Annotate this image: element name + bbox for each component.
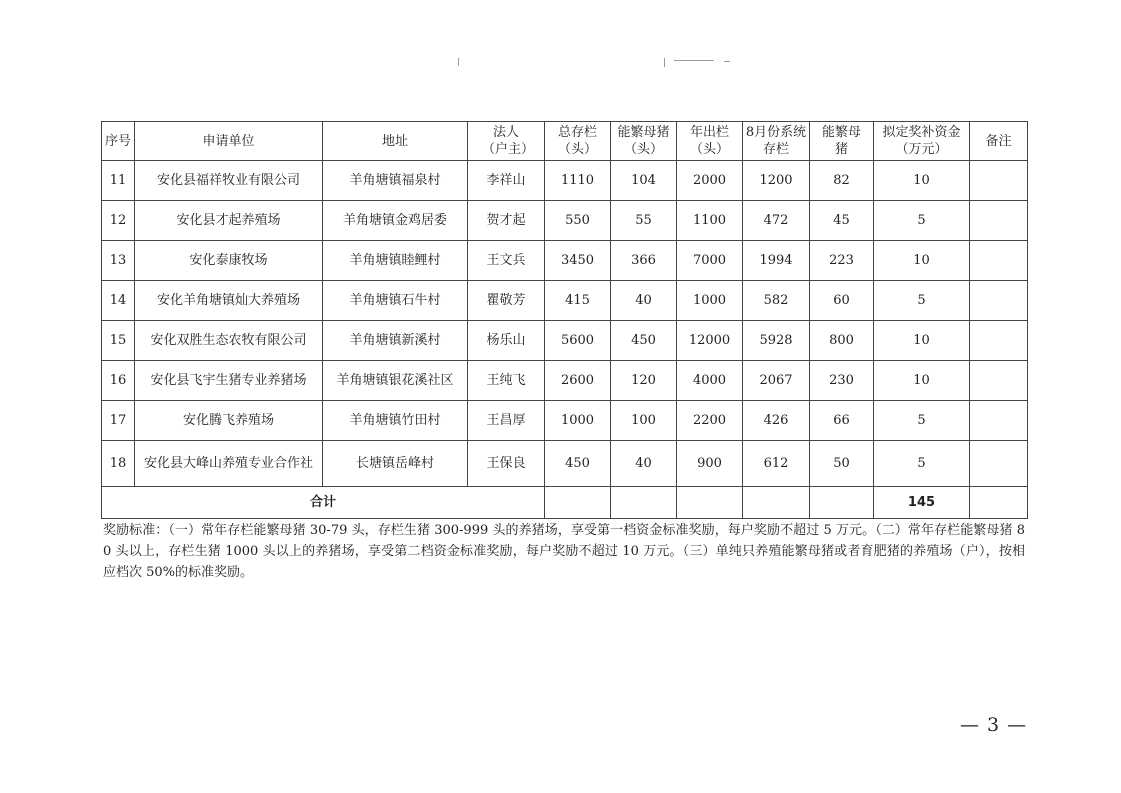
table-row: [102, 401, 1028, 441]
cell-sows: 450: [611, 321, 677, 361]
header-aug-stock: 8月份系统存栏: [743, 122, 810, 161]
scan-marks: [452, 58, 752, 70]
cell-legal: 李祥山: [468, 161, 545, 201]
cell-reward: 5: [874, 281, 970, 321]
cell-sows: 100: [611, 401, 677, 441]
header-sows: 能繁母猪（头）: [611, 122, 677, 161]
cell-aug-stock: 2067: [743, 361, 810, 401]
cell-sows2: 50: [810, 441, 874, 487]
cell-remark: [970, 441, 1028, 487]
table-row: [102, 321, 1028, 361]
header-reward: 拟定奖补资金（万元）: [874, 122, 970, 161]
cell-aug-stock: 1994: [743, 241, 810, 281]
cell-sows: 40: [611, 281, 677, 321]
cell-sows2: 800: [810, 321, 874, 361]
cell-remark: [970, 321, 1028, 361]
cell-annual-out: 900: [677, 441, 743, 487]
cell-annual-out: 1000: [677, 281, 743, 321]
header-annual-out: 年出栏（头）: [677, 122, 743, 161]
cell-legal: 王纯飞: [468, 361, 545, 401]
cell-total-stock: 1000: [545, 401, 611, 441]
cell-reward: 10: [874, 241, 970, 281]
cell-seq: 16: [102, 361, 135, 401]
cell-annual-out: 1100: [677, 201, 743, 241]
cell-annual-out: 2200: [677, 401, 743, 441]
cell-total-stock: 2600: [545, 361, 611, 401]
cell-annual-out: 7000: [677, 241, 743, 281]
cell-reward: 10: [874, 321, 970, 361]
cell-sows: 55: [611, 201, 677, 241]
cell-annual-out: 4000: [677, 361, 743, 401]
total-empty-cell: [810, 487, 874, 519]
cell-seq: 14: [102, 281, 135, 321]
cell-legal: 王保良: [468, 441, 545, 487]
total-empty-cell: [677, 487, 743, 519]
cell-address: 羊角塘镇金鸡居委: [323, 201, 468, 241]
cell-unit: 安化县大峰山养殖专业合作社: [135, 441, 323, 487]
cell-annual-out: 2000: [677, 161, 743, 201]
cell-legal: 王昌厚: [468, 401, 545, 441]
header-total-stock: 总存栏（头）: [545, 122, 611, 161]
cell-legal: 王文兵: [468, 241, 545, 281]
cell-reward: 5: [874, 201, 970, 241]
cell-reward: 5: [874, 401, 970, 441]
cell-annual-out: 12000: [677, 321, 743, 361]
cell-remark: [970, 361, 1028, 401]
cell-sows: 120: [611, 361, 677, 401]
cell-total-stock: 3450: [545, 241, 611, 281]
cell-unit: 安化县福祥牧业有限公司: [135, 161, 323, 201]
total-label: 合计: [102, 487, 545, 519]
cell-seq: 17: [102, 401, 135, 441]
cell-sows2: 223: [810, 241, 874, 281]
table-row: [102, 241, 1028, 281]
page-number: — 3 —: [960, 714, 1028, 736]
cell-unit: 安化县才起养殖场: [135, 201, 323, 241]
cell-total-stock: 5600: [545, 321, 611, 361]
cell-sows2: 66: [810, 401, 874, 441]
cell-legal: 贺才起: [468, 201, 545, 241]
cell-aug-stock: 426: [743, 401, 810, 441]
header-sows2: 能繁母猪: [810, 122, 874, 161]
header-address: 地址: [323, 122, 468, 161]
reward-standard-notes: 奖励标准：（一）常年存栏能繁母猪 30-79 头，存栏生猪 300-999 头的养猪场，享受第一档资金标准奖励，每户奖励不超过 5 万元。（二）常年存栏能繁母猪 80 头以上，存栏生猪 1000 头以上的养猪场，享受第二档资金标准奖励，每户奖励不超过 10 万元。（三）单纯只养殖能繁母猪或者育肥猪的养殖场（户），按相应档次 50%的标准奖励。: [103, 523, 1025, 580]
cell-sows: 366: [611, 241, 677, 281]
cell-total-stock: 1110: [545, 161, 611, 201]
cell-seq: 18: [102, 441, 135, 487]
cell-sows2: 45: [810, 201, 874, 241]
cell-remark: [970, 281, 1028, 321]
cell-address: 羊角塘镇福泉村: [323, 161, 468, 201]
cell-unit: 安化县飞宇生猪专业养猪场: [135, 361, 323, 401]
total-reward: 145: [874, 487, 970, 519]
cell-total-stock: 415: [545, 281, 611, 321]
cell-address: 羊角塘镇石牛村: [323, 281, 468, 321]
table-row: [102, 441, 1028, 487]
cell-unit: 安化腾飞养殖场: [135, 401, 323, 441]
cell-legal: 杨乐山: [468, 321, 545, 361]
cell-unit: 安化泰康牧场: [135, 241, 323, 281]
cell-address: 长塘镇岳峰村: [323, 441, 468, 487]
cell-remark: [970, 401, 1028, 441]
total-empty-cell: [743, 487, 810, 519]
table-row: [102, 161, 1028, 201]
cell-total-stock: 450: [545, 441, 611, 487]
total-empty-cell: [545, 487, 611, 519]
cell-remark: [970, 161, 1028, 201]
table-row: [102, 361, 1028, 401]
cell-unit: 安化羊角塘镇灿大养殖场: [135, 281, 323, 321]
cell-seq: 15: [102, 321, 135, 361]
cell-total-stock: 550: [545, 201, 611, 241]
header-unit: 申请单位: [135, 122, 323, 161]
table-row: [102, 201, 1028, 241]
cell-aug-stock: 1200: [743, 161, 810, 201]
cell-remark: [970, 201, 1028, 241]
reward-table: [101, 121, 1028, 519]
cell-sows: 40: [611, 441, 677, 487]
cell-aug-stock: 612: [743, 441, 810, 487]
cell-seq: 13: [102, 241, 135, 281]
table-row: [102, 281, 1028, 321]
cell-seq: 12: [102, 201, 135, 241]
total-empty-cell: [611, 487, 677, 519]
header-remark: 备注: [970, 122, 1028, 161]
cell-aug-stock: 582: [743, 281, 810, 321]
cell-aug-stock: 472: [743, 201, 810, 241]
cell-legal: 瞿敬芳: [468, 281, 545, 321]
cell-address: 羊角塘镇新溪村: [323, 321, 468, 361]
cell-sows2: 230: [810, 361, 874, 401]
cell-aug-stock: 5928: [743, 321, 810, 361]
cell-address: 羊角塘镇睦鲤村: [323, 241, 468, 281]
cell-sows2: 82: [810, 161, 874, 201]
cell-seq: 11: [102, 161, 135, 201]
cell-address: 羊角塘镇竹田村: [323, 401, 468, 441]
cell-reward: 10: [874, 161, 970, 201]
cell-reward: 5: [874, 441, 970, 487]
cell-address: 羊角塘镇银花溪社区: [323, 361, 468, 401]
cell-unit: 安化双胜生态农牧有限公司: [135, 321, 323, 361]
total-row: [102, 487, 1028, 519]
total-empty-cell: [970, 487, 1028, 519]
cell-sows: 104: [611, 161, 677, 201]
cell-remark: [970, 241, 1028, 281]
cell-reward: 10: [874, 361, 970, 401]
header-legal: 法人（户主）: [468, 122, 545, 161]
cell-sows2: 60: [810, 281, 874, 321]
header-seq: 序号: [102, 122, 135, 161]
table-header-row: [102, 122, 1028, 161]
